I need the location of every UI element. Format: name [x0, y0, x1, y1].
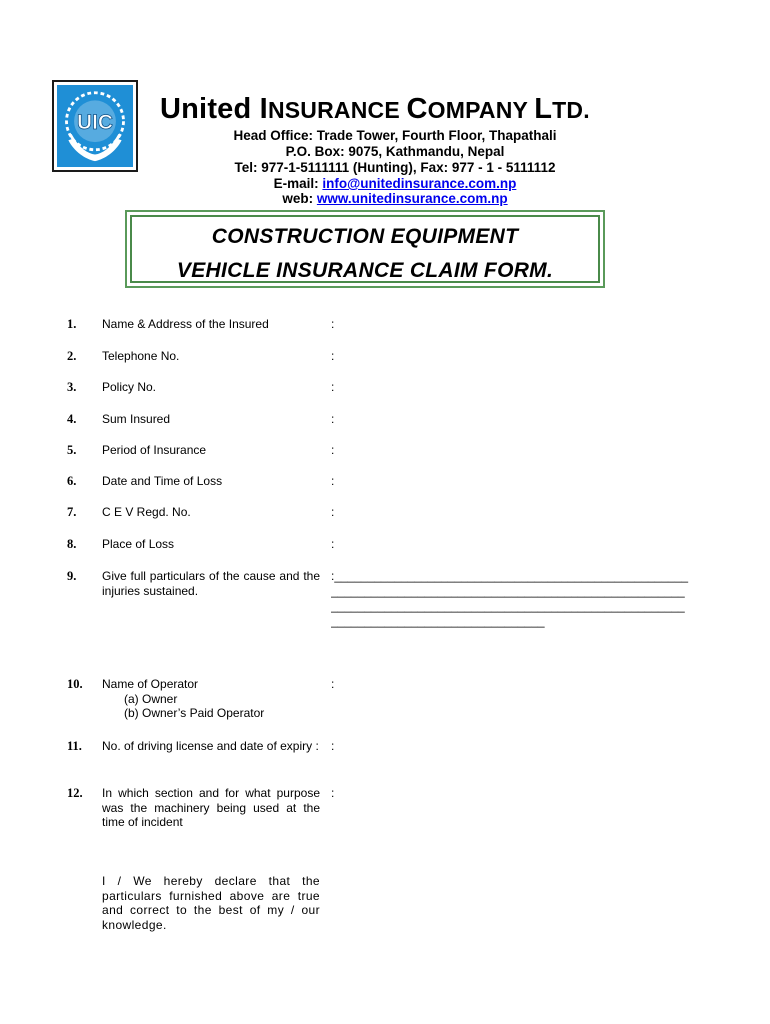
answer-line: _____________________________________________________	[331, 599, 685, 613]
logo-background	[57, 85, 133, 167]
field-number: 12.	[67, 786, 83, 800]
field-number: 4.	[67, 412, 77, 426]
field-label: Name & Address of the Insured	[102, 317, 269, 331]
field-number: 3.	[67, 380, 77, 394]
logo-text: UIC	[77, 110, 113, 134]
field-label: C E V Regd. No.	[102, 505, 191, 519]
hands-globe-icon	[57, 85, 133, 167]
po-box: P.O. Box: 9075, Kathmandu, Nepal	[285, 144, 505, 159]
field-number: 7.	[67, 505, 77, 519]
field-colon: :	[331, 786, 335, 800]
email-link[interactable]: info@unitedinsurance.com.np	[322, 176, 517, 191]
telephone-fax: Tel: 977-1-5111111 (Hunting), Fax: 977 - 1 - 5111112	[234, 160, 556, 175]
field-label: Place of Loss	[102, 537, 175, 551]
answer-line: :_____________________________________________________	[331, 569, 689, 583]
field-label: No. of driving license and date of expiry :	[102, 739, 319, 753]
field-label	[102, 677, 320, 721]
field-colon: :	[331, 380, 335, 394]
field-label: In which section and for what purpose was the machinery being used at the time of incident	[102, 786, 320, 829]
answer-lines[interactable]	[331, 569, 691, 629]
field-colon: :	[331, 474, 335, 488]
declaration-text: I / We hereby declare that the particulars furnished above are true and correct to the best of my / our knowledge.	[102, 874, 320, 932]
form-title-box	[125, 210, 605, 288]
field-colon: :	[331, 349, 335, 363]
field-colon: :	[331, 739, 335, 753]
answer-line: _____________________________________________________	[331, 584, 685, 598]
answer-line: ________________________________	[331, 614, 545, 628]
field-number: 5.	[67, 443, 77, 457]
form-title-line1: CONSTRUCTION EQUIPMENT	[211, 225, 519, 248]
field-colon: :	[331, 412, 335, 426]
field-label: Give full particulars of the cause and the injuries sustained.	[102, 569, 320, 598]
web-line: web: www.unitedinsurance.com.np	[282, 191, 508, 206]
field-label: Policy No.	[102, 380, 157, 394]
field-label: Date and Time of Loss	[102, 474, 223, 488]
field-number: 1.	[67, 317, 77, 331]
operator-option-paid-operator: (b) Owner’s Paid Operator	[124, 706, 265, 720]
field-colon: :	[331, 443, 335, 457]
field-colon: :	[331, 317, 335, 331]
field-number: 10.	[67, 677, 83, 691]
field-number: 6.	[67, 474, 77, 488]
operator-option-owner: (a) Owner	[124, 691, 178, 706]
field-label: Sum Insured	[102, 412, 171, 426]
field-colon: :	[331, 537, 335, 551]
company-logo	[52, 80, 138, 172]
field-number: 9.	[67, 569, 77, 583]
form-title-line2: VEHICLE INSURANCE CLAIM FORM.	[176, 259, 554, 282]
email-line: E-mail: info@unitedinsurance.com.np	[273, 176, 517, 191]
field-number: 2.	[67, 349, 77, 363]
field-label: Telephone No.	[102, 349, 180, 363]
web-link[interactable]: www.unitedinsurance.com.np	[316, 191, 508, 206]
field-colon: :	[331, 677, 335, 691]
field-colon: :	[331, 505, 335, 519]
operator-label: Name of Operator	[102, 677, 199, 691]
field-number: 11.	[67, 739, 82, 753]
field-number: 8.	[67, 537, 77, 551]
head-office: Head Office: Trade Tower, Fourth Floor, Thapathali	[233, 128, 557, 143]
field-label: Period of Insurance	[102, 443, 207, 457]
company-name: United INSURANCE COMPANY LTD.	[160, 93, 590, 125]
